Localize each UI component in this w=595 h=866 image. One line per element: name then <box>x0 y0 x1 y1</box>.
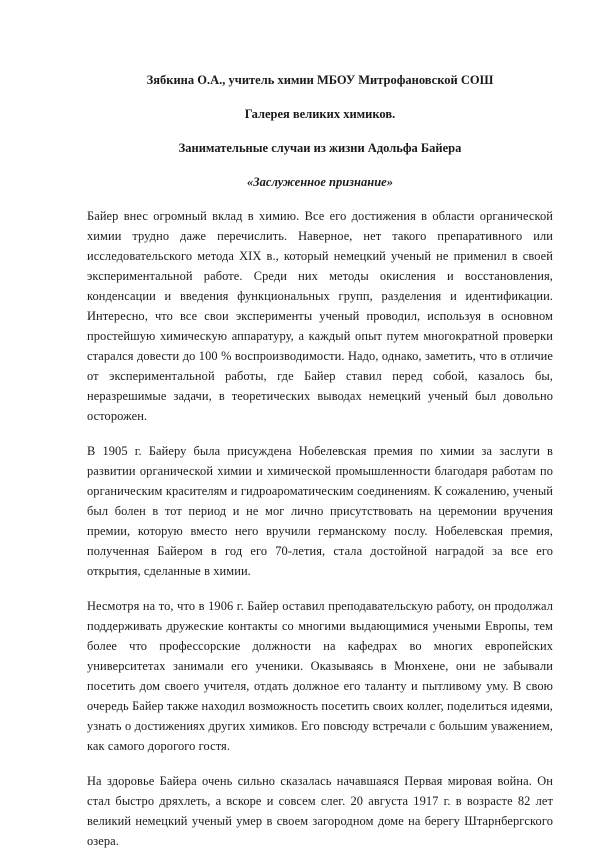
paragraph-1: Байер внес огромный вклад в химию. Все его достижения в области органической химии трудно даже перечислить. Наверное, нет такого препаративного или исследовательского метода XIX в., который немецкий ученый не применил в своей экспериментальной работе. Среди них методы окисления и восстановления, конденсации и введения функциональных групп, разделения и идентификации. Интересно, что все свои эксперименты ученый проводил, используя в основном простейшую химическую аппаратуру, а каждый опыт путем многократной проверки старался довести до 100 % воспроизводимости. Надо, однако, заметить, что в отличие от экспериментальной работы, где Байер ставил перед собой, казалось бы, неразрешимые задачи, в теоретических выводах немецкий ученый был довольно осторожен. <box>87 209 553 423</box>
paragraph-3: Несмотря на то, что в 1906 г. Байер оставил преподавательскую работу, он продолжал поддерживать дружеские контакты со многими выдающимися учеными Европы, тем более что профессорские должности на кафедрах во многих европейских университетах занимали его ученики. Оказываясь в Мюнхене, они не забывали посетить дом своего учителя, отдать должное его таланту и пытливому уму. В свою очередь Байер также находил возможность посетить своих коллег, поделиться идеями, узнать о достижениях других химиков. Его повсюду встречали с большим уважением, как самого дорогого гостя. <box>87 599 553 753</box>
document-page <box>87 72 553 866</box>
author-line: Зябкина О.А., учитель химии МБОУ Митрофановской СОШ <box>146 73 494 87</box>
paragraph-2: В 1905 г. Байеру была присуждена Нобелевская премия по химии за заслуги в развитии органической химии и химической промышленности благодаря работам по органическим красителям и гидроароматическим соединениям. К сожалению, ученый был болен в тот период и не мог лично присутствовать на церемонии вручения премии, которую вместо него вручили германскому послу. Нобелевская премия, полученная Байером в год его 70-летия, стала достойной наградой за все его открытия, сделанные в химии. <box>87 444 553 578</box>
article-subtitle: Занимательные случаи из жизни Адольфа Байера <box>178 141 462 155</box>
section-title: «Заслуженное признание» <box>247 175 393 189</box>
paragraph-4: На здоровье Байера очень сильно сказалась начавшаяся Первая мировая война. Он стал быстро дряхлеть, а вскоре и совсем слег. 20 августа 1917 г. в возрасте 82 лет великий немецкий ученый умер в своем загородном доме на берегу Штарнбергского озера. <box>87 774 553 848</box>
gallery-title: Галерея великих химиков. <box>244 107 396 121</box>
